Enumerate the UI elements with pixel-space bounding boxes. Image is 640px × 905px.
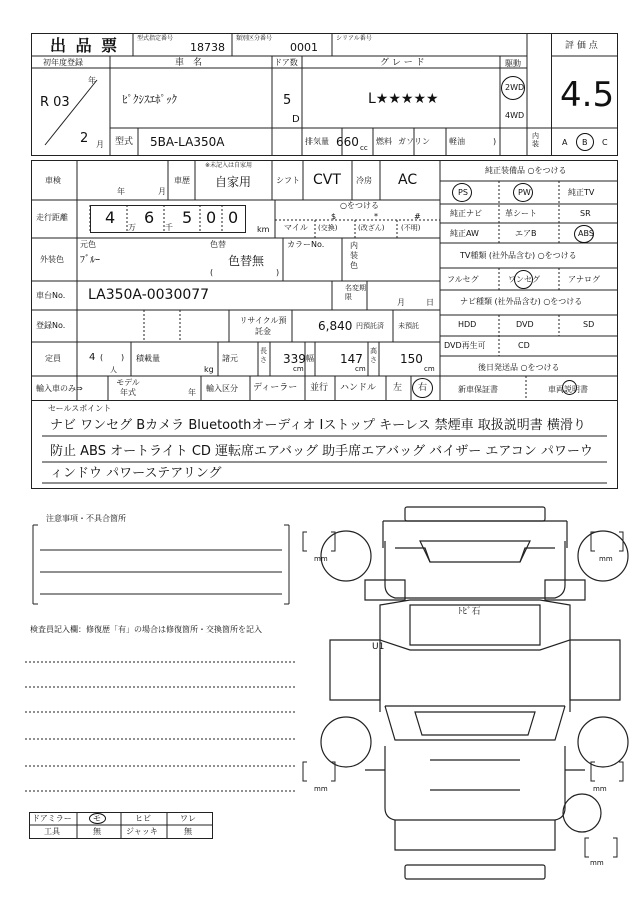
- star-mark: *: [374, 212, 378, 221]
- door-type: D: [292, 114, 300, 125]
- altered: (改ざん): [358, 224, 385, 232]
- name-change-day: 日: [426, 298, 434, 307]
- doors: 5: [283, 93, 292, 108]
- model-year-label: モデル年式: [116, 378, 140, 397]
- fuel-alt: 軽油: [449, 137, 465, 146]
- model-type-label: 型式: [115, 137, 134, 147]
- mileage-sen: 千: [165, 223, 173, 232]
- fuel-paren: ): [493, 137, 497, 146]
- interior-b-circle: [576, 133, 594, 151]
- sales-label: セールスポイント: [48, 404, 112, 413]
- displacement-label: 排気量: [305, 137, 329, 146]
- grade-label: グ レ ー ド: [380, 58, 425, 68]
- length-label: 長さ: [260, 347, 267, 364]
- interior-c: C: [602, 138, 608, 147]
- reg-label: 登録No.: [36, 321, 66, 330]
- orig-color: ﾌﾞﾙｰ: [80, 255, 100, 266]
- displacement: 660: [336, 135, 359, 149]
- mile-label: マイル: [284, 223, 308, 232]
- load-label: 積載量: [136, 354, 160, 363]
- equip-abs-circle: [574, 225, 594, 243]
- color-change-label: 色替: [210, 240, 226, 249]
- equip-airbag: エアB: [515, 229, 537, 238]
- mileage-d2: 6: [144, 208, 155, 227]
- height: 150: [400, 352, 423, 366]
- shaken-month: 月: [158, 187, 166, 196]
- shaken-year: 年: [117, 187, 125, 196]
- mark-u1: U1: [372, 642, 385, 652]
- history-label: 車歴: [174, 176, 190, 185]
- dealer: ディーラー: [253, 383, 298, 393]
- model-no: 18738: [190, 41, 225, 54]
- equip-tv: 純正TV: [568, 188, 595, 197]
- drive-2wd-circle: [501, 76, 525, 100]
- recycle-unpaid: 未預託: [398, 322, 419, 330]
- shift-label: シフト: [276, 176, 300, 185]
- width-label: 幅: [306, 354, 314, 363]
- dollar: $: [331, 212, 337, 221]
- color-paren-close: ): [276, 268, 280, 277]
- recycle-label: リサイクル預託金: [239, 316, 287, 336]
- person-unit: 人: [110, 366, 117, 374]
- equip-leather: 革シート: [505, 209, 537, 218]
- sales-line-2: 防止 ABS オートライト CD 運転席エアバッグ 助手席エアバッグ バイザー エアコン パワーウ: [50, 444, 593, 459]
- interior-b: B: [582, 138, 588, 147]
- drive-4wd: 4WD: [505, 111, 525, 120]
- hash-mark: #: [414, 212, 421, 221]
- tv-fullseg: フルセグ: [447, 275, 479, 284]
- equip-pw-circle: [513, 183, 533, 202]
- tv-oneseg-circle: [514, 270, 533, 289]
- tv-oneseg: ワンセグ: [508, 275, 540, 284]
- color-change: 色替無: [228, 254, 265, 268]
- first-reg-year-unit: 年: [88, 76, 96, 85]
- manual-circle: [562, 380, 577, 395]
- mark-tobi: ﾄﾋﾞ石: [458, 607, 481, 617]
- manual: 車両説明書: [548, 385, 588, 394]
- width-cm: cm: [355, 365, 366, 373]
- model-no-label: 型式指定番号: [137, 35, 174, 42]
- car-name: ﾋﾟｸｼｽｴﾎﾟｯｸ: [122, 93, 177, 106]
- equip-aw: 純正AW: [450, 229, 479, 238]
- mm-front-left: mm: [314, 555, 328, 563]
- crack-label: ヒビ: [135, 814, 151, 823]
- score-label: 評 価 点: [565, 41, 598, 51]
- grade: L★★★★★: [368, 91, 439, 107]
- model-year-nen: 年: [188, 388, 196, 397]
- mm-front-right: mm: [599, 555, 613, 563]
- drive-label: 駆動: [505, 59, 521, 68]
- jack-label: ジャッキ: [126, 827, 158, 836]
- drive-2wd: 2WD: [505, 83, 525, 92]
- mileage-d1: 4: [105, 208, 116, 227]
- tools-val: 無: [93, 827, 101, 836]
- sales-line-3: ィンドウ パワーステアリング: [50, 466, 222, 481]
- name-change-label: 名変期限: [345, 284, 366, 301]
- length: 339: [283, 352, 306, 366]
- jack-val: 無: [184, 827, 192, 836]
- tv-analog: アナログ: [568, 275, 600, 284]
- exchange: (交換): [318, 224, 338, 232]
- class-no: 0001: [290, 41, 318, 54]
- chassis: LA350A-0030077: [88, 287, 210, 303]
- warranty: 新車保証書: [458, 385, 498, 394]
- mirror-circle: [89, 813, 106, 824]
- first-reg-label: 初年度登録: [43, 58, 83, 67]
- car-diagram: [321, 507, 628, 879]
- navi-sd: SD: [583, 320, 595, 329]
- tv-title: TV種類 (社外品含む) ○をつける: [460, 251, 577, 260]
- first-reg-month-unit: 月: [96, 140, 104, 149]
- aircon-label: 冷房: [356, 176, 372, 185]
- recycle: 6,840: [318, 319, 353, 333]
- form-title: 出 品 票: [50, 36, 120, 55]
- later-title: 後日発送品 ○をつける: [478, 363, 560, 372]
- recycle-paid: 円預託済: [356, 322, 384, 330]
- mileage-man: 万: [128, 223, 136, 232]
- equip-pw: PW: [518, 188, 531, 197]
- equip-navi: 純正ナビ: [450, 209, 482, 218]
- navi-dvd: DVD: [516, 320, 534, 329]
- color-paren-open: (: [210, 268, 214, 277]
- capacity-label: 定員: [45, 354, 61, 363]
- length-cm: cm: [293, 365, 304, 373]
- mirror-label: ドアミラー: [32, 814, 72, 823]
- mm-rear-right: mm: [593, 785, 607, 793]
- height-label: 高さ: [370, 347, 377, 364]
- color-label: 外装色: [40, 255, 64, 264]
- color-no-label: カラーNo.: [287, 240, 325, 249]
- mm-spare: mm: [590, 859, 604, 867]
- mileage-d4: 0: [206, 208, 217, 227]
- navi-title: ナビ種類 (社外品含む) ○をつける: [460, 297, 583, 306]
- interior-color-label: 内装色: [350, 241, 358, 270]
- handle: ハンドル: [340, 383, 377, 393]
- model-type: 5BA-LA350A: [150, 135, 225, 149]
- circle-note: ○をつける: [340, 201, 379, 210]
- fuel: ガソリン: [398, 137, 430, 146]
- grade-score: 4.5: [560, 75, 615, 115]
- history-note: ※未記入は自家用: [205, 162, 253, 169]
- parallel: 並行: [310, 383, 329, 393]
- width: 147: [340, 352, 363, 366]
- equip-title: 純正装備品 ○をつける: [485, 166, 567, 175]
- height-cm: cm: [424, 365, 435, 373]
- import-type-label: 輸入区分: [206, 384, 238, 393]
- equip-abs: ABS: [578, 229, 594, 238]
- interior-label: 内装: [532, 132, 539, 148]
- chassis-label: 車台No.: [36, 291, 66, 300]
- mm-rear-left: mm: [314, 785, 328, 793]
- dvd-label: DVD再生可: [444, 341, 486, 350]
- handle-right: 右: [418, 383, 428, 393]
- mileage-d5: 0: [228, 208, 239, 227]
- aircon: AC: [398, 172, 418, 188]
- shaken-label: 車検: [45, 176, 61, 185]
- unknown: (不明): [401, 224, 421, 232]
- sales-line-1: ナビ ワンセグ Bカメラ Bluetoothオーディオ Iストップ キーレス 禁煙車 取扱説明書 横滑り: [50, 418, 586, 433]
- capacity: 4: [89, 352, 96, 363]
- mirror-val: モ: [93, 814, 101, 823]
- import-label: 輸入車のみ⇒: [36, 384, 83, 393]
- equip-ps: PS: [458, 188, 468, 197]
- equip-ps-circle: [452, 183, 472, 202]
- mileage-d3: 5: [182, 208, 193, 227]
- km-unit: km: [257, 225, 270, 234]
- equip-sr: SR: [580, 209, 591, 218]
- capacity-paren-close: ): [121, 353, 125, 362]
- name-change-month: 月: [397, 298, 405, 307]
- interior-a: A: [562, 138, 568, 147]
- navi-hdd: HDD: [458, 320, 477, 329]
- serial-label: シリアル番号: [336, 35, 372, 42]
- doors-label: ドア数: [274, 58, 298, 67]
- dvd-cd: CD: [518, 341, 530, 350]
- fuel-label: 燃料: [376, 137, 392, 146]
- car-name-label: 車 名: [175, 58, 203, 68]
- class-no-label: 類別区分番号: [236, 35, 273, 42]
- cc-unit: cc: [360, 144, 368, 152]
- history: 自家用: [215, 175, 252, 189]
- handle-right-circle: [412, 378, 433, 398]
- mileage-label: 走行距離: [36, 213, 68, 222]
- orig-color-label: 元色: [80, 240, 96, 249]
- handle-left: 左: [393, 383, 403, 393]
- shift: CVT: [313, 172, 341, 188]
- first-reg-era: R 03: [40, 95, 70, 110]
- inspector-label: 検査員記入欄：修復歴「有」の場合は修復箇所・交換箇所を記入: [30, 625, 262, 634]
- tools-label: 工具: [44, 827, 60, 836]
- break-label: ワレ: [180, 814, 196, 823]
- capacity-paren-open: (: [100, 353, 104, 362]
- kg-unit: kg: [204, 365, 214, 374]
- dim-label: 諸元: [222, 354, 238, 363]
- first-reg-month: 2: [80, 131, 89, 146]
- notes-title: 注意事項・不具合箇所: [46, 514, 126, 523]
